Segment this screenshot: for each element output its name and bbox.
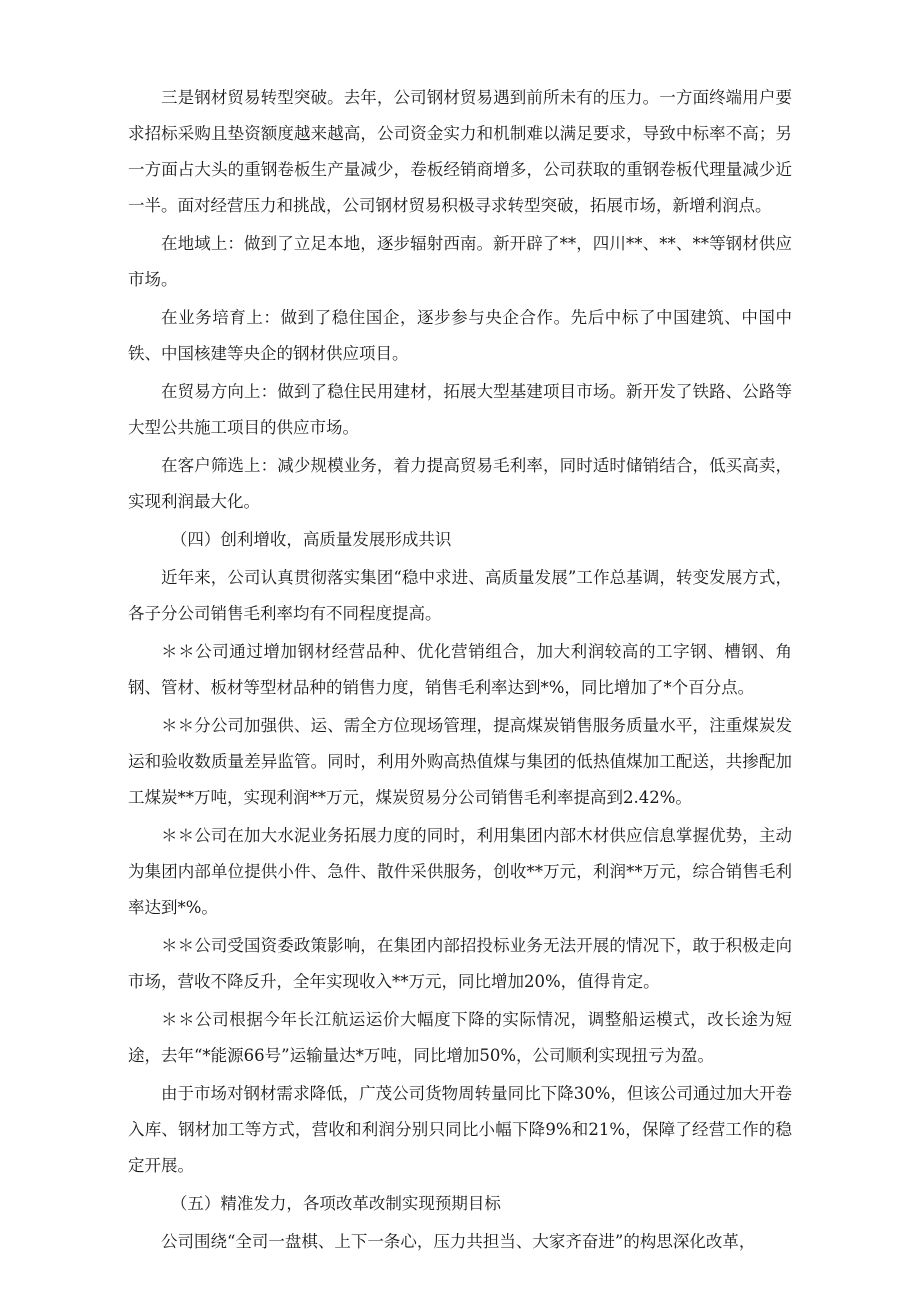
paragraph-cement: ＊＊公司在加大水泥业务拓展力度的同时，利用集团内部木材供应信息掌握优势，主动为集团内部单位提供小件、急件、散件采供服务，创收**万元，利润**万元，综合销售毛利率达到*%。	[128, 826, 792, 917]
paragraph-company-steel: ＊＊公司通过增加钢材经营品种、优化营销组合，加大利润较高的工字钢、槽钢、角钢、管材、板材等型材品种的销售力度，销售毛利率达到*%，同比增加了*个百分点。	[128, 642, 792, 697]
paragraph-region: 在地域上：做到了立足本地，逐步辐射西南。新开辟了**，四川**、**、**等钢材供应市场。	[128, 234, 792, 289]
paragraph-business: 在业务培育上：做到了稳住国企，逐步参与央企合作。先后中标了中国建筑、中国中铁、中国核建等央企的钢材供应项目。	[128, 308, 792, 363]
paragraph-guangmao: 由于市场对钢材需求降低，广茂公司货物周转量同比下降30%，但该公司通过加大开卷入库、钢材加工等方式，营收和利润分别只同比小幅下降9%和21%，保障了经营工作的稳定开展。	[128, 1084, 792, 1175]
paragraph-steel-trade-intro: 三是钢材贸易转型突破。去年，公司钢材贸易遇到前所未有的压力。一方面终端用户要求招标采购且垫资额度越来越高，公司资金实力和机制难以满足要求，导致中标率不高；另一方面占大头的重钢卷板生产量减少，卷板经销商增多，公司获取的重钢卷板代理量减少近一半。面对经营压力和挑战，公司钢材贸易积极寻求转型突破，拓展市场，新增利润点。	[128, 88, 792, 215]
paragraph-reform: 公司围绕“全司一盘棋、上下一条心，压力共担当、大家齐奋进”的构思深化改革，	[161, 1232, 756, 1251]
section-heading-five: （五）精准发力，各项改革改制实现预期目标	[170, 1194, 501, 1213]
paragraph-coal-branch: ＊＊分公司加强供、运、需全方位现场管理，提高煤炭销售服务质量水平，注重煤炭发运和验收数质量差异监管。同时，利用外购高热值煤与集团的低热值煤加工配送，共掺配加工煤炭**万吨，实现利润**万元，煤炭贸易分公司销售毛利率提高到2.42%。	[128, 716, 792, 807]
paragraph-shipping: ＊＊公司根据今年长江航运运价大幅度下降的实际情况，调整船运模式，改长途为短途，去年“*能源66号”运输量达*万吨，同比增加50%，公司顺利实现扭亏为盈。	[128, 1010, 792, 1065]
paragraph-trade-direction: 在贸易方向上：做到了稳住民用建材，拓展大型基建项目市场。新开发了铁路、公路等大型公共施工项目的供应市场。	[128, 382, 792, 437]
paragraph-recent-years: 近年来，公司认真贯彻落实集团“稳中求进、高质量发展”工作总基调，转变发展方式，各子分公司销售毛利率均有不同程度提高。	[128, 568, 792, 623]
paragraph-customer: 在客户筛选上：减少规模业务，着力提高贸易毛利率，同时适时储销结合，低买高卖，实现利润最大化。	[128, 456, 792, 511]
paragraph-sasac: ＊＊公司受国资委政策影响，在集团内部招投标业务无法开展的情况下，敢于积极走向市场，营收不降反升，全年实现收入**万元，同比增加20%，值得肯定。	[128, 936, 792, 991]
section-heading-four: （四）创利增收，高质量发展形成共识	[170, 530, 452, 549]
